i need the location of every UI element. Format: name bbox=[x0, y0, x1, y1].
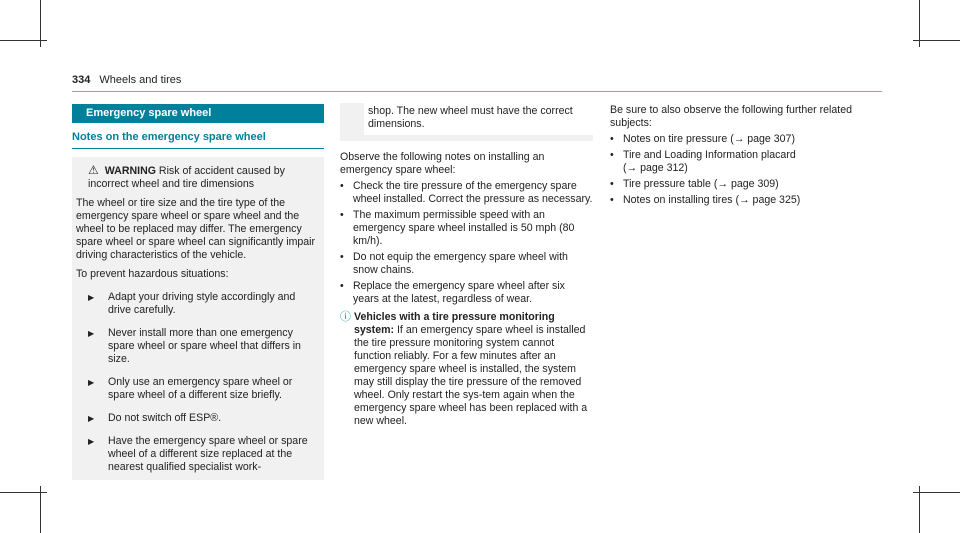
warning-label: WARNING bbox=[104, 165, 156, 177]
crop-mark bbox=[919, 486, 920, 533]
header-rule bbox=[72, 91, 882, 92]
subsection-title: Notes on the emergency spare wheel bbox=[72, 131, 324, 149]
action-item bbox=[76, 291, 320, 317]
action-text: Never install more than one emergency spare wheel or spare wheel that differs in size. bbox=[108, 327, 301, 365]
tpms-note bbox=[340, 311, 593, 428]
tpms-note-title: Vehicles with a tire pressure monitoring system: bbox=[354, 311, 555, 336]
warning-heading bbox=[76, 164, 320, 191]
tpms-note-text bbox=[354, 311, 593, 428]
section-title: Emergency spare wheel bbox=[72, 104, 324, 123]
installing-intro: Observe the following notes on installing an emergency spare wheel: bbox=[340, 151, 545, 176]
chapter-title: Wheels and tires bbox=[99, 74, 182, 86]
crop-mark bbox=[913, 492, 960, 493]
warning-intro: Risk of accident caused by incorrect wheel and tire dimensions bbox=[88, 165, 285, 190]
related-item-body bbox=[623, 133, 880, 146]
list-item-text: Check the tire pressure of the emergency spare wheel installed. Correct the pressure as necessary. bbox=[353, 180, 593, 205]
page-reference-link[interactable]: (→ page 325) bbox=[735, 194, 801, 206]
list-item bbox=[340, 209, 593, 248]
related-item bbox=[610, 178, 880, 191]
bullet-icon: • bbox=[340, 180, 344, 192]
related-text: Tire pressure table bbox=[623, 178, 711, 190]
list-item-text: Do not equip the emergency spare wheel with snow chains. bbox=[353, 251, 568, 276]
column-right bbox=[610, 104, 880, 207]
bullet-icon: • bbox=[610, 133, 614, 145]
column-left bbox=[72, 104, 324, 480]
warning-box bbox=[72, 157, 324, 480]
action-item bbox=[76, 376, 320, 402]
related-item bbox=[610, 194, 880, 207]
warning-continuation-box bbox=[340, 103, 593, 141]
crop-mark bbox=[913, 40, 960, 41]
info-icon: ⓘ bbox=[340, 311, 351, 323]
action-item bbox=[76, 327, 320, 366]
bullet-icon: • bbox=[610, 178, 614, 190]
list-item bbox=[340, 280, 593, 306]
related-item bbox=[610, 149, 880, 175]
related-item-body bbox=[623, 178, 880, 191]
related-text: Tire and Loading Information placard bbox=[623, 149, 796, 161]
bullet-icon: • bbox=[340, 209, 344, 221]
crop-mark bbox=[0, 40, 47, 41]
related-item-body bbox=[623, 149, 880, 175]
tpms-note-body: If an emergency spare wheel is installed the tire pressure monitoring system cannot function reliably. For a few minutes after an emergency spare wheel is installed, the system may still display the tire pressure of the removed wheel. Only restart the sys-tem again when the emergency spare wheel has been replaced with a new wheel. bbox=[354, 324, 588, 427]
arrow-right-icon: ▶ bbox=[88, 293, 95, 302]
bullet-icon: • bbox=[610, 149, 614, 161]
page-reference-link[interactable]: (→ page 307) bbox=[730, 133, 795, 145]
arrow-right-icon: ▶ bbox=[88, 329, 95, 338]
page-number: 334 bbox=[72, 74, 91, 86]
page-reference-link[interactable]: (→ page 312) bbox=[623, 162, 688, 174]
page-header bbox=[72, 74, 880, 86]
column-middle bbox=[340, 104, 593, 428]
bullet-icon: • bbox=[340, 251, 344, 263]
warning-body: The wheel or tire size and the tire type of the emergency spare wheel or spare wheel and the wheel to be replaced may differ. The emergency spare wheel or spare wheel can significantly impair driving characteristics of the vehicle. bbox=[76, 197, 316, 261]
action-text: Do not switch off ESP®. bbox=[108, 412, 222, 424]
arrow-right-icon: ▶ bbox=[88, 414, 95, 423]
list-item bbox=[340, 251, 593, 277]
action-text: Only use an emergency spare wheel or spare wheel of a different size briefly. bbox=[108, 376, 293, 401]
arrow-right-icon: ▶ bbox=[88, 378, 95, 387]
list-item-text: The maximum permissible speed with an emergency spare wheel installed is 50 mph (80 km/h). bbox=[353, 209, 575, 247]
related-item bbox=[610, 133, 880, 146]
related-text: Notes on installing tires bbox=[623, 194, 733, 206]
crop-mark bbox=[40, 486, 41, 533]
bullet-icon: • bbox=[610, 194, 614, 206]
warning-triangle-icon: ⚠ bbox=[88, 163, 99, 177]
warning-gutter bbox=[340, 103, 364, 135]
related-intro: Be sure to also observe the following further related subjects: bbox=[610, 104, 853, 129]
bullet-icon: • bbox=[340, 280, 344, 292]
arrow-right-icon: ▶ bbox=[88, 437, 95, 446]
list-item-text: Replace the emergency spare wheel after six years at the latest, regardless of wear. bbox=[353, 280, 565, 305]
related-text: Notes on tire pressure bbox=[623, 133, 728, 145]
warning-continuation: shop. The new wheel must have the correct dimensions. bbox=[364, 103, 593, 135]
crop-mark bbox=[0, 492, 47, 493]
action-item bbox=[76, 412, 320, 425]
warning-prevent: To prevent hazardous situations: bbox=[76, 268, 229, 280]
action-text: Adapt your driving style accordingly and drive carefully. bbox=[108, 291, 296, 316]
related-item-body bbox=[623, 194, 880, 207]
action-item bbox=[76, 435, 320, 474]
page-reference-link[interactable]: (→ page 309) bbox=[713, 178, 779, 190]
list-item bbox=[340, 180, 593, 206]
action-text: Have the emergency spare wheel or spare wheel of a different size replaced at the nearest qualified specialist work- bbox=[108, 435, 308, 473]
